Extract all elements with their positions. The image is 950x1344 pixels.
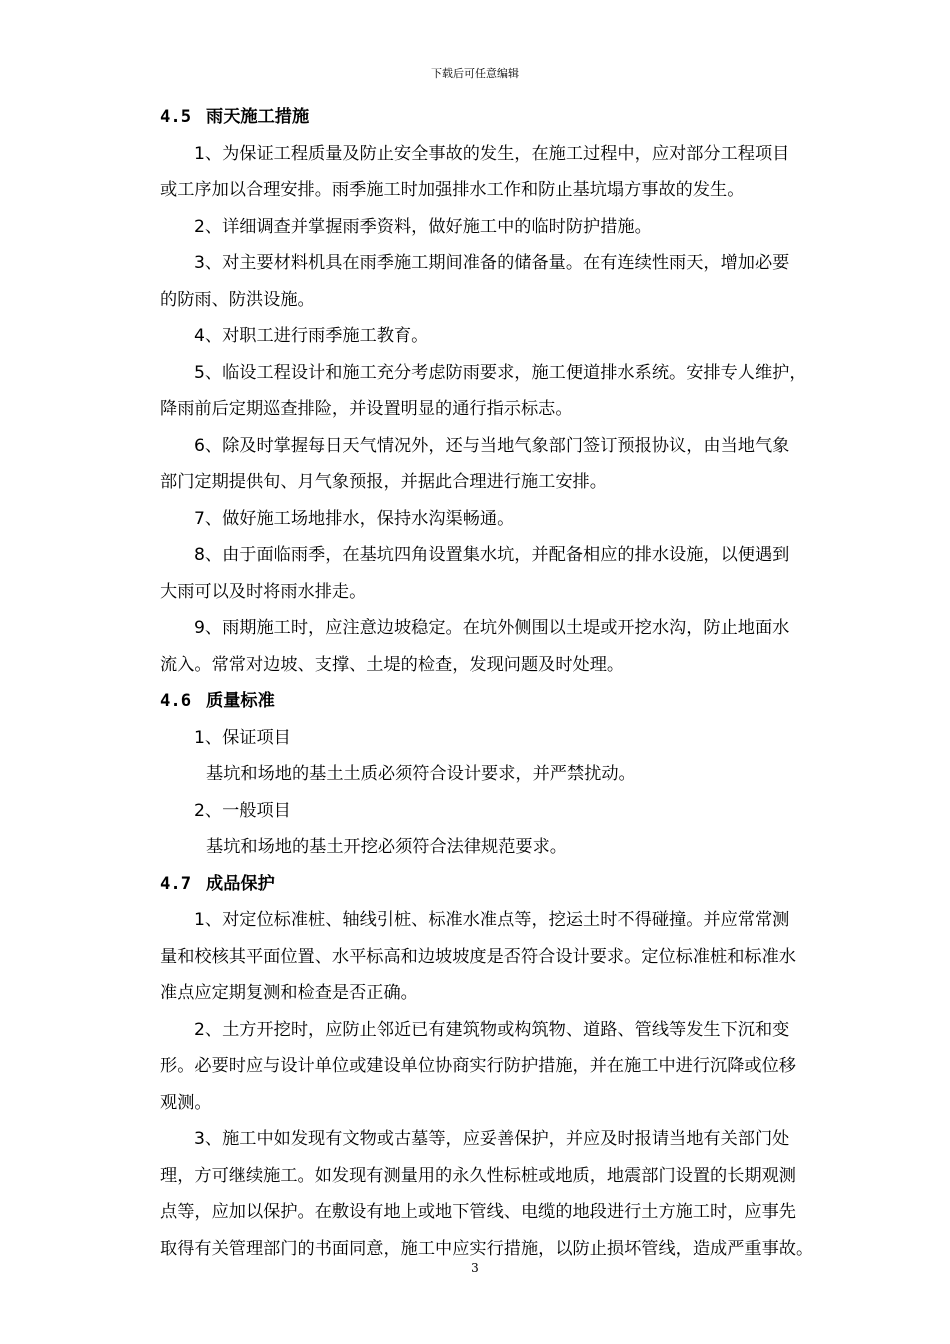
paragraph-line: 形。必要时应与设计单位或建设单位协商实行防护措施，并在施工中进行沉降或位移	[160, 1056, 796, 1076]
paragraph-line: 4、对职工进行雨季施工教育。	[194, 326, 429, 346]
paragraph-line: 2、详细调查并掌握雨季资料，做好施工中的临时防护措施。	[194, 216, 652, 237]
paragraph-line: 基坑和场地的基土开挖必须符合法律规范要求。	[206, 837, 567, 857]
paragraph-line: 1、对定位标准桩、轴线引桩、标准水准点等，挖运土时不得碰撞。并应常常测	[194, 910, 790, 930]
section-heading-4-5	[160, 99, 880, 136]
paragraph-line: 观测。	[160, 1092, 212, 1113]
paragraph-line: 部门定期提供旬、月气象预报，并据此合理进行施工安排。	[160, 472, 607, 492]
section-title: 质量标准	[206, 691, 275, 711]
paragraph-line: 8、由于面临雨季，在基坑四角设置集水坑，并配备相应的排水设施，以便遇到	[194, 545, 790, 565]
paragraph-line: 2、一般项目	[194, 800, 291, 821]
header-note: 下载后可任意编辑	[431, 67, 519, 80]
paragraph-line: 基坑和场地的基土土质必须符合设计要求，并严禁扰动。	[206, 764, 636, 784]
paragraph-line: 1、保证项目	[194, 727, 291, 748]
paragraph-line: 大雨可以及时将雨水排走。	[160, 581, 367, 602]
paragraph-line: 7、做好施工场地排水，保持水沟渠畅通。	[194, 508, 515, 529]
section-heading-4-7	[160, 866, 880, 903]
paragraph-line: 6、除及时掌握每日天气情况外，还与当地气象部门签订预报协议，由当地气象	[194, 435, 790, 456]
section-number: 4.7	[160, 873, 192, 894]
section-heading-4-6	[160, 683, 880, 720]
section-title: 成品保护	[206, 873, 275, 894]
section-number: 4.6	[160, 691, 192, 711]
page-number: 3	[471, 1261, 479, 1275]
paragraph-line: 取得有关管理部门的书面同意，施工中应实行措施，以防止损坏管线，造成严重事故。	[160, 1238, 814, 1259]
paragraph-line: 量和校核其平面位置、水平标高和边坡坡度是否符合设计要求。定位标准桩和标准水	[160, 946, 796, 967]
paragraph-line: 的防雨、防洪设施。	[160, 289, 315, 310]
section-title: 雨天施工措施	[206, 107, 310, 127]
section-number: 4.5	[160, 107, 192, 127]
paragraph-line: 理，方可继续施工。如发现有测量用的永久性标桩或地质，地震部门设置的长期观测	[160, 1165, 796, 1186]
paragraph-line: 9、雨期施工时，应注意边坡稳定。在坑外侧围以土堤或开挖水沟，防止地面水	[194, 618, 790, 638]
paragraph-line: 3、施工中如发现有文物或古墓等，应妥善保护，并应及时报请当地有关部门处	[194, 1129, 790, 1149]
document-body	[160, 99, 880, 1267]
paragraph-line: 准点应定期复测和检查是否正确。	[160, 983, 418, 1003]
paragraph-line: 降雨前后定期巡查排险，并设置明显的通行指示标志。	[160, 399, 573, 419]
paragraph-line: 或工序加以合理安排。雨季施工时加强排水工作和防止基坑塌方事故的发生。	[160, 180, 745, 200]
paragraph-line: 2、土方开挖时，应防止邻近已有建筑物或构筑物、道路、管线等发生下沉和变	[194, 1019, 790, 1040]
paragraph-line: 点等，应加以保护。在敷设有地上或地下管线、电缆的地段进行土方施工时，应事先	[160, 1202, 796, 1222]
paragraph-line: 3、对主要材料机具在雨季施工期间准备的储备量。在有连续性雨天，增加必要	[194, 253, 790, 273]
paragraph-line: 1、为保证工程质量及防止安全事故的发生，在施工过程中，应对部分工程项目	[194, 143, 790, 164]
paragraph-line: 流入。常常对边坡、支撑、土堤的检查，发现问题及时处理。	[160, 654, 625, 675]
paragraph-line: 5、临设工程设计和施工充分考虑防雨要求，施工便道排水系统。安排专人维护，	[194, 362, 807, 383]
